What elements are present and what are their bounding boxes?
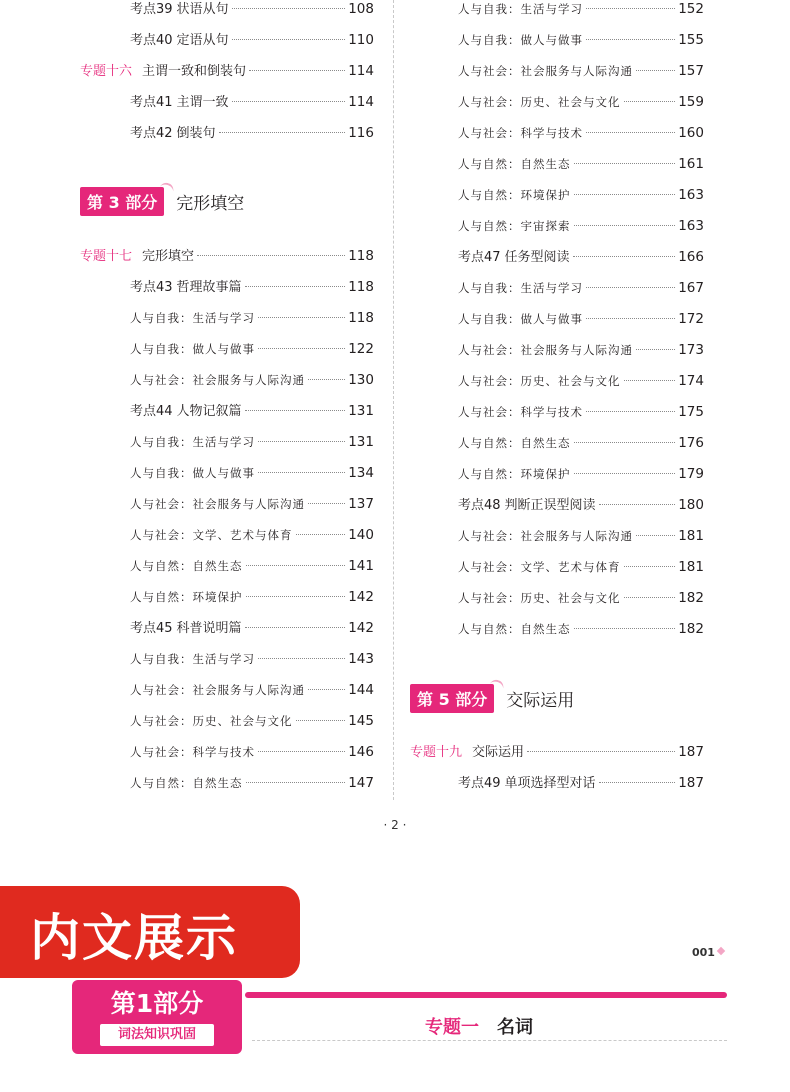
toc-point[interactable] <box>130 402 374 420</box>
toc-subentry[interactable] <box>130 588 374 606</box>
toc-leader <box>527 751 675 752</box>
toc-label: 考点43 <box>130 280 173 295</box>
toc-page-number: 163 <box>678 218 704 234</box>
toc-title: 人与自我：生活与学习 <box>130 652 255 666</box>
toc-title: 人与社会：社会服务与人际沟通 <box>130 373 305 387</box>
toc-subentry[interactable] <box>130 433 374 451</box>
toc-title: 人与社会：历史、社会与文化 <box>458 591 621 605</box>
toc-page-number: 160 <box>678 125 704 141</box>
toc-label: 考点40 <box>130 33 173 48</box>
toc-page-number: 174 <box>678 373 704 389</box>
toc-leader <box>246 782 346 783</box>
toc-page-number: 108 <box>348 1 374 17</box>
toc-title: 单项选择型对话 <box>504 776 596 791</box>
toc-page-number: 145 <box>348 713 374 729</box>
toc-label: 考点49 <box>458 776 501 791</box>
banner-text: 内文展示 <box>30 909 238 967</box>
toc-point[interactable] <box>458 248 704 266</box>
toc-title: 人与自然：环境保护 <box>458 188 571 202</box>
toc-leader <box>574 225 676 226</box>
toc-page-number: 140 <box>348 527 374 543</box>
toc-title: 人与自然：自然生态 <box>130 776 243 790</box>
toc-subentry[interactable] <box>458 217 704 235</box>
toc-subentry[interactable] <box>458 465 704 483</box>
chapter-label: 专题一 <box>425 1017 479 1038</box>
toc-leader <box>232 8 346 9</box>
toc-leader <box>574 628 676 629</box>
toc-leader <box>258 472 345 473</box>
toc-label: 考点45 <box>130 621 173 636</box>
toc-leader <box>624 597 676 598</box>
toc-page-number: 161 <box>678 156 704 172</box>
toc-subentry[interactable] <box>458 62 704 80</box>
toc-subentry[interactable] <box>458 0 704 18</box>
toc-subentry[interactable] <box>130 495 374 513</box>
toc-page-number: 114 <box>348 63 374 79</box>
toc-page-number: 147 <box>348 775 374 791</box>
toc-page-number: 114 <box>348 94 374 110</box>
toc-page-number: 159 <box>678 94 704 110</box>
toc-subentry[interactable] <box>458 310 704 328</box>
toc-page-number: 152 <box>678 1 704 17</box>
toc-subentry[interactable] <box>130 712 374 730</box>
toc-leader <box>246 596 346 597</box>
toc-leader <box>232 101 346 102</box>
toc-page-number: 141 <box>348 558 374 574</box>
toc-point[interactable] <box>130 278 374 296</box>
toc-point[interactable] <box>130 93 374 111</box>
toc-leader <box>574 163 676 164</box>
toc-page-number: 116 <box>348 125 374 141</box>
toc-title: 人与社会：社会服务与人际沟通 <box>458 64 633 78</box>
toc-label: 专题十六 <box>80 64 133 79</box>
toc-leader <box>586 287 675 288</box>
toc-leader <box>249 70 345 71</box>
toc-subentry[interactable] <box>458 124 704 142</box>
toc-title: 完形填空 <box>142 249 195 264</box>
toc-page-number: 181 <box>678 559 704 575</box>
toc-leader <box>599 504 676 505</box>
toc-subentry[interactable] <box>130 464 374 482</box>
toc-leader <box>245 286 346 287</box>
toc-title: 人与社会：文学、艺术与体育 <box>458 560 621 574</box>
toc-page-number: 175 <box>678 404 704 420</box>
toc-leader <box>219 132 346 133</box>
toc-label: 专题十七 <box>80 249 133 264</box>
toc-subentry[interactable] <box>458 558 704 576</box>
toc-label: 考点39 <box>130 2 173 17</box>
toc-page-number: 131 <box>348 434 374 450</box>
chapter-underline <box>252 1040 727 1041</box>
page-number: · 2 · <box>383 818 407 832</box>
toc-title: 人与自我：做人与做事 <box>130 342 255 356</box>
toc-subentry[interactable] <box>130 557 374 575</box>
toc-label: 考点48 <box>458 498 501 513</box>
toc-title: 人与社会：历史、社会与文化 <box>458 374 621 388</box>
toc-subentry[interactable] <box>458 31 704 49</box>
toc-leader <box>574 194 676 195</box>
toc-subentry[interactable] <box>458 186 704 204</box>
toc-page-number: 137 <box>348 496 374 512</box>
toc-subentry[interactable] <box>458 527 704 545</box>
toc-label: 专题十九 <box>410 745 463 760</box>
part-badge: 第 5 部分 <box>410 684 494 713</box>
toc-title: 判断正误型阅读 <box>504 498 596 513</box>
toc-leader <box>258 348 345 349</box>
toc-leader <box>258 441 345 442</box>
toc-leader <box>574 442 676 443</box>
toc-leader <box>197 255 345 256</box>
toc-title: 人与自我：生活与学习 <box>458 281 583 295</box>
toc-point[interactable] <box>130 0 374 18</box>
toc-title: 人与自然：自然生态 <box>458 157 571 171</box>
toc-subentry[interactable] <box>458 434 704 452</box>
toc-subentry[interactable] <box>458 155 704 173</box>
chapter-heading <box>425 1013 533 1039</box>
toc-page-number: 180 <box>678 497 704 513</box>
toc-page-number: 157 <box>678 63 704 79</box>
toc-subentry[interactable] <box>458 403 704 421</box>
toc-leader <box>574 473 676 474</box>
toc-title: 倒装句 <box>176 126 216 141</box>
part-1-subtitle: 词法知识巩固 <box>100 1024 214 1046</box>
toc-leader <box>586 318 675 319</box>
toc-title: 科普说明篇 <box>176 621 242 636</box>
toc-topic[interactable] <box>80 247 374 265</box>
toc-title: 人与自然：环境保护 <box>458 467 571 481</box>
toc-leader <box>586 132 675 133</box>
toc-title: 人与社会：社会服务与人际沟通 <box>458 529 633 543</box>
toc-label: 考点42 <box>130 126 173 141</box>
toc-title: 人与自然：自然生态 <box>130 559 243 573</box>
toc-point[interactable] <box>130 619 374 637</box>
toc-leader <box>308 689 345 690</box>
toc-subentry[interactable] <box>458 341 704 359</box>
toc-subentry[interactable] <box>458 589 704 607</box>
toc-page-number: 134 <box>348 465 374 481</box>
toc-leader <box>586 39 675 40</box>
part-1-title: 第1部分 <box>110 989 204 1018</box>
toc-leader <box>586 411 675 412</box>
toc-page-number: 142 <box>348 620 374 636</box>
toc-leader <box>308 503 345 504</box>
toc-title: 人与社会：科学与技术 <box>458 405 583 419</box>
toc-leader <box>308 379 345 380</box>
toc-leader <box>258 317 345 318</box>
part-5-heading <box>410 684 574 713</box>
part-3-heading <box>80 187 244 216</box>
toc-title: 主谓一致和倒装句 <box>142 64 247 79</box>
toc-page-number: 143 <box>348 651 374 667</box>
toc-page-number: 187 <box>678 744 704 760</box>
toc-page-number: 155 <box>678 32 704 48</box>
toc-title: 人与自我：做人与做事 <box>458 33 583 47</box>
toc-leader <box>245 410 346 411</box>
toc-leader <box>636 535 675 536</box>
toc-title: 人与社会：科学与技术 <box>130 745 255 759</box>
toc-title: 人与社会：科学与技术 <box>458 126 583 140</box>
toc-page-number: 163 <box>678 187 704 203</box>
toc-leader <box>258 658 345 659</box>
toc-title: 人与自我：生活与学习 <box>458 2 583 16</box>
toc-leader <box>296 720 346 721</box>
toc-subentry[interactable] <box>130 340 374 358</box>
toc-leader <box>245 627 346 628</box>
toc-leader <box>246 565 346 566</box>
toc-page-number: 110 <box>348 32 374 48</box>
toc-title: 人与自我：做人与做事 <box>458 312 583 326</box>
toc-title: 人与自然：自然生态 <box>458 622 571 636</box>
toc-title: 人与社会：历史、社会与文化 <box>458 95 621 109</box>
toc-title: 任务型阅读 <box>504 250 570 265</box>
toc-leader <box>258 751 345 752</box>
toc-subentry[interactable] <box>130 774 374 792</box>
toc-leader <box>599 782 676 783</box>
toc-page-number: 130 <box>348 372 374 388</box>
toc-leader <box>296 534 346 535</box>
toc-label: 考点41 <box>130 95 173 110</box>
toc-title: 交际运用 <box>472 745 525 760</box>
toc-title: 人与社会：社会服务与人际沟通 <box>458 343 633 357</box>
toc-page-number: 146 <box>348 744 374 760</box>
toc-title: 人与自我：做人与做事 <box>130 466 255 480</box>
toc-page-number: 182 <box>678 590 704 606</box>
toc-leader <box>636 70 675 71</box>
toc-point[interactable] <box>458 496 704 514</box>
part-1-badge <box>72 980 242 1054</box>
toc-title: 人与自我：生活与学习 <box>130 311 255 325</box>
toc-topic[interactable] <box>410 743 704 761</box>
toc-title: 哲理故事篇 <box>176 280 242 295</box>
toc-subentry[interactable] <box>130 650 374 668</box>
toc-page-number: 172 <box>678 311 704 327</box>
preview-banner <box>0 886 300 978</box>
toc-label: 考点47 <box>458 250 501 265</box>
toc-title: 人与社会：社会服务与人际沟通 <box>130 497 305 511</box>
toc-page-number: 166 <box>678 249 704 265</box>
toc-subentry[interactable] <box>130 526 374 544</box>
toc-subentry[interactable] <box>130 681 374 699</box>
toc-title: 人物记叙篇 <box>176 404 242 419</box>
toc-page-number: 181 <box>678 528 704 544</box>
toc-leader <box>586 8 675 9</box>
toc-leader <box>636 349 675 350</box>
toc-subentry[interactable] <box>458 93 704 111</box>
toc-page-number: 118 <box>348 248 374 264</box>
toc-point[interactable] <box>130 124 374 142</box>
toc-page-number: 142 <box>348 589 374 605</box>
content-page-number: 001 <box>692 946 715 959</box>
toc-page-number: 144 <box>348 682 374 698</box>
toc-page-number: 167 <box>678 280 704 296</box>
column-divider <box>393 0 394 800</box>
toc-title: 人与社会：社会服务与人际沟通 <box>130 683 305 697</box>
toc-label: 考点44 <box>130 404 173 419</box>
toc-page-number: 118 <box>348 279 374 295</box>
toc-page-number: 118 <box>348 310 374 326</box>
toc-page-number: 176 <box>678 435 704 451</box>
part-title: 交际运用 <box>506 691 575 711</box>
toc-title: 定语从句 <box>176 33 229 48</box>
toc-title: 人与自我：生活与学习 <box>130 435 255 449</box>
toc-page-number: 173 <box>678 342 704 358</box>
toc-subentry[interactable] <box>458 279 704 297</box>
toc-subentry[interactable] <box>130 743 374 761</box>
toc-leader <box>624 566 676 567</box>
toc-subentry[interactable] <box>458 620 704 638</box>
toc-subentry[interactable] <box>130 371 374 389</box>
toc-title: 状语从句 <box>176 2 229 17</box>
toc-leader <box>573 256 676 257</box>
toc-page-number: 182 <box>678 621 704 637</box>
toc-topic[interactable] <box>80 62 374 80</box>
toc-leader <box>232 39 346 40</box>
toc-page-number: 131 <box>348 403 374 419</box>
toc-point[interactable] <box>130 31 374 49</box>
toc-page-number: 179 <box>678 466 704 482</box>
toc-title: 主谓一致 <box>176 95 229 110</box>
toc-leader <box>624 380 676 381</box>
toc-page-number: 187 <box>678 775 704 791</box>
toc-page-number: 122 <box>348 341 374 357</box>
toc-point[interactable] <box>458 774 704 792</box>
header-bar <box>245 992 727 998</box>
toc-subentry[interactable] <box>130 309 374 327</box>
part-badge: 第 3 部分 <box>80 187 164 216</box>
toc-subentry[interactable] <box>458 372 704 390</box>
toc-title: 人与自然：自然生态 <box>458 436 571 450</box>
part-title: 完形填空 <box>176 194 245 214</box>
toc-title: 人与社会：文学、艺术与体育 <box>130 528 293 542</box>
toc-leader <box>624 101 676 102</box>
toc-title: 人与自然：环境保护 <box>130 590 243 604</box>
toc-title: 人与自然：宇宙探索 <box>458 219 571 233</box>
chapter-title: 名词 <box>497 1017 533 1038</box>
toc-title: 人与社会：历史、社会与文化 <box>130 714 293 728</box>
